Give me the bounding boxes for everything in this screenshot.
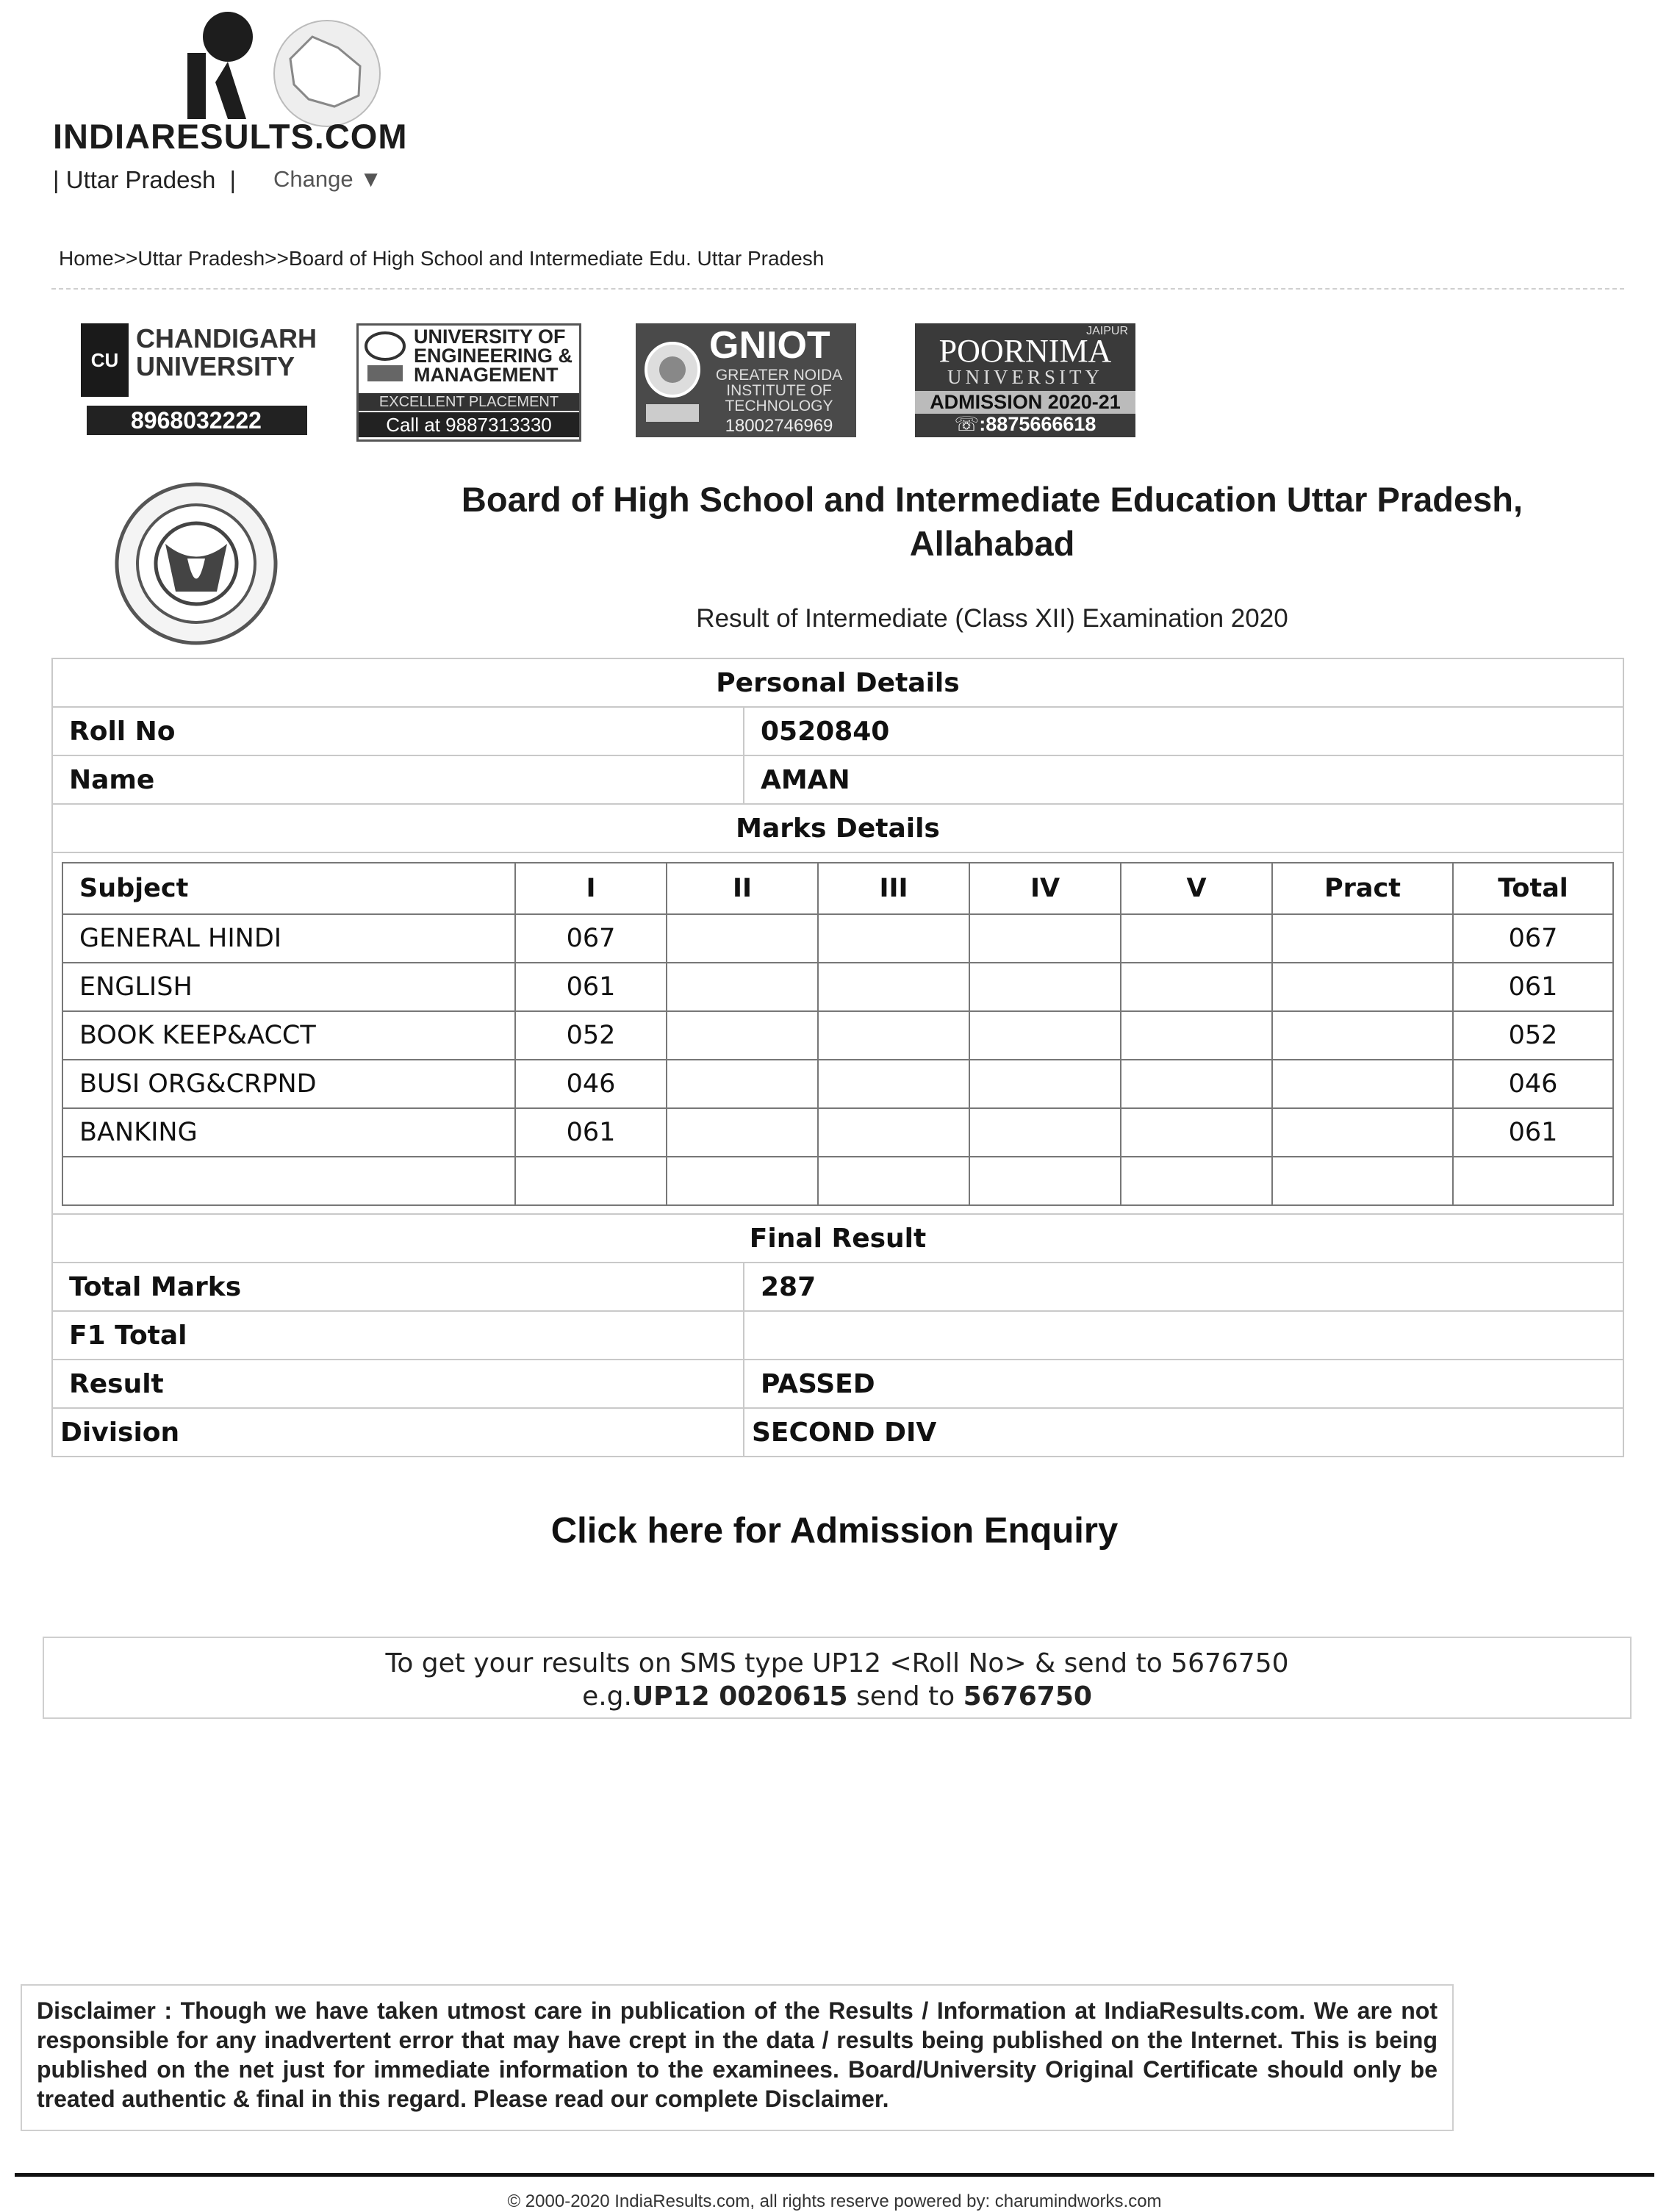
- exam-title: Result of Intermediate (Class XII) Examination 2020: [696, 604, 1288, 633]
- ad-phone: ☏:8875666618: [954, 413, 1096, 435]
- marks-table: [62, 862, 1614, 1206]
- name-value: AMAN: [744, 755, 1623, 804]
- col-iii: III: [818, 863, 969, 914]
- gniot-logo-icon: [642, 337, 704, 425]
- col-iv: IV: [969, 863, 1121, 914]
- current-state: | Uttar Pradesh |: [53, 166, 237, 193]
- personal-details-table: [51, 658, 1624, 1457]
- cu-logo: CU: [81, 323, 129, 397]
- divider: [51, 288, 1624, 290]
- marks-header-row: [62, 863, 1613, 914]
- marks-i: 046: [515, 1060, 667, 1108]
- col-pract: Pract: [1272, 863, 1453, 914]
- uem-logo-icon: [363, 330, 407, 389]
- ad-chandigarh-university[interactable]: [81, 323, 317, 437]
- ad-title: GNIOT: [709, 324, 830, 367]
- indiaresults-logo-mark: [187, 9, 268, 119]
- table-row: [52, 1360, 1623, 1408]
- marks-container: [52, 852, 1623, 1214]
- result-value: PASSED: [744, 1360, 1623, 1408]
- uttar-pradesh-map-icon: [272, 15, 382, 132]
- table-row: [52, 1408, 1623, 1457]
- marks-total: 046: [1453, 1060, 1613, 1108]
- ad-gniot[interactable]: [636, 323, 856, 437]
- sms-example-code: UP12 0020615: [631, 1681, 848, 1712]
- table-row: [62, 1108, 1613, 1157]
- ad-phone: 18002746969: [725, 416, 833, 436]
- breadcrumb[interactable]: Home>>Uttar Pradesh>>Board of High School and Intermediate Edu. Uttar Pradesh: [59, 247, 825, 270]
- table-row: [62, 1157, 1613, 1205]
- result-panel: [51, 658, 1624, 1457]
- roll-no-label: Roll No: [52, 707, 744, 755]
- sms-example-number: 5676750: [963, 1681, 1092, 1712]
- roll-no-value: 0520840: [744, 707, 1623, 755]
- f1-total-value: [744, 1311, 1623, 1360]
- state-name: Uttar Pradesh: [65, 166, 216, 193]
- ad-admission: ADMISSION 2020-21: [915, 391, 1135, 414]
- disclaimer-text: Disclaimer : Though we have taken utmost care in publication of the Results / Information at IndiaResults.com. We are not responsible for any inadvertent error that may have crept in the data / results being published on the Internet. This is being published on the net just for immediate information to the examinees. Board/University Original Certificate should only be treated authentic & final in this regard. Please read our complete: [37, 1997, 1438, 2112]
- personal-details-heading: Personal Details: [52, 658, 1623, 707]
- col-ii: II: [667, 863, 818, 914]
- sms-example: e.g.UP12 0020615 send to 5676750: [582, 1681, 1092, 1712]
- subject-name: BANKING: [62, 1108, 515, 1157]
- marks-total: 061: [1453, 1108, 1613, 1157]
- division-label: Division: [52, 1408, 744, 1457]
- marks-i: 061: [515, 963, 667, 1011]
- table-row: [52, 755, 1623, 804]
- sms-info-box: [43, 1637, 1632, 1719]
- table-row: [52, 1263, 1623, 1311]
- table-row: [52, 707, 1623, 755]
- footer-divider: [15, 2173, 1654, 2177]
- ad-phone: Call at 9887313330: [359, 412, 579, 437]
- subject-name: GENERAL HINDI: [62, 914, 515, 963]
- marks-i: 067: [515, 914, 667, 963]
- name-label: Name: [52, 755, 744, 804]
- total-marks-value: 287: [744, 1263, 1623, 1311]
- marks-total: 067: [1453, 914, 1613, 963]
- ad-subtitle: UNIVERSITY: [947, 366, 1103, 388]
- disclaimer-box: [21, 1984, 1454, 2131]
- ad-tagline: EXCELLENT PLACEMENT: [359, 393, 579, 411]
- table-row: [62, 914, 1613, 963]
- marks-total: 061: [1453, 963, 1613, 1011]
- ad-uem[interactable]: [356, 323, 581, 442]
- division-value: SECOND DIV: [744, 1408, 1623, 1457]
- ad-title: UNIVERSITY OF ENGINEERING & MANAGEMENT: [414, 326, 573, 386]
- table-row: [62, 963, 1613, 1011]
- marks-i: 052: [515, 1011, 667, 1060]
- ad-title: POORNIMA: [938, 333, 1112, 369]
- subject-name: BOOK KEEP&ACCT: [62, 1011, 515, 1060]
- ad-tag: JAIPUR: [1086, 325, 1128, 337]
- final-result-heading: Final Result: [52, 1214, 1623, 1263]
- table-row: [62, 1060, 1613, 1108]
- board-seal-icon: [114, 481, 279, 647]
- col-i: I: [515, 863, 667, 914]
- board-title: Board of High School and Intermediate Education Uttar Pradesh, Allahabad: [461, 480, 1523, 563]
- ad-subtitle: GREATER NOIDA INSTITUTE OF TECHNOLOGY: [715, 367, 843, 414]
- change-state-link[interactable]: Change ▼: [273, 166, 382, 192]
- col-subject: Subject: [62, 863, 515, 914]
- marks-details-heading: Marks Details: [52, 804, 1623, 852]
- col-v: V: [1121, 863, 1272, 914]
- table-row: [52, 1311, 1623, 1360]
- copyright: © 2000-2020 IndiaResults.com, all rights reserve powered by: charumindworks.com: [507, 2191, 1162, 2211]
- subject-name: BUSI ORG&CRPND: [62, 1060, 515, 1108]
- result-label: Result: [52, 1360, 744, 1408]
- ad-phone: 8968032222: [87, 406, 307, 435]
- sms-instruction: To get your results on SMS type UP12 <Roll No> & send to 5676750: [385, 1648, 1289, 1678]
- marks-i: 061: [515, 1108, 667, 1157]
- ad-title: CHANDIGARH UNIVERSITY: [136, 323, 317, 381]
- f1-total-label: F1 Total: [52, 1311, 744, 1360]
- ad-poornima-university[interactable]: [915, 323, 1135, 437]
- site-name[interactable]: INDIARESULTS.COM: [53, 117, 408, 156]
- col-total: Total: [1453, 863, 1613, 914]
- table-row: [62, 1011, 1613, 1060]
- admission-enquiry-link[interactable]: Click here for Admission Enquiry: [550, 1511, 1119, 1551]
- marks-total: 052: [1453, 1011, 1613, 1060]
- disclaimer-link[interactable]: Disclaimer.: [764, 2086, 889, 2112]
- total-marks-label: Total Marks: [52, 1263, 744, 1311]
- subject-name: ENGLISH: [62, 963, 515, 1011]
